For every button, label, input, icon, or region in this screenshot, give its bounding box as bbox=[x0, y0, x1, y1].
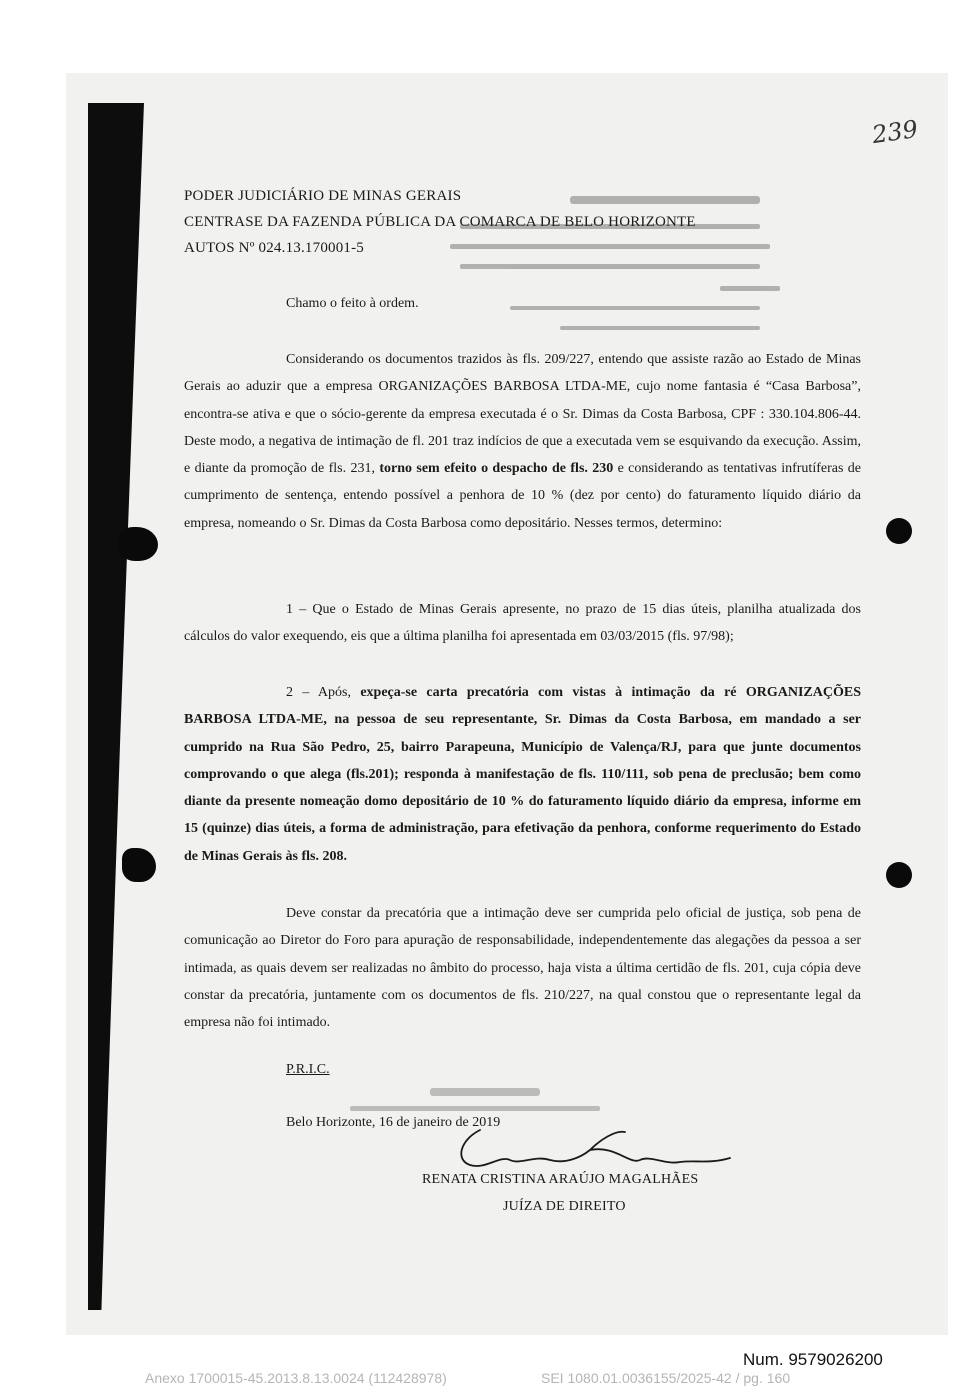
punch-hole-left-1 bbox=[118, 527, 158, 561]
paragraph-item-2-bold: expeça-se carta precatória com vistas à intimação da ré ORGANIZAÇÕES BARBOSA LTDA-ME, na pessoa de seu representante, Sr. Dimas da Costa Barbosa, em mandado a ser cumprido na Rua São Pedro, 25, bairro Parapeuna, Município de Valença/RJ, para que junte documentos comprovando o que alega (fls.201); responda à manifestação de fls. 110/111, sob pena de preclusão; bem como diante da presente nomeação domo depositário de 10 % do faturamento líquido diário da empresa, informe em 15 (quinze) dias úteis, a forma de administração, para efetivação da penhora, conforme requerimento do Estado de Minas Gerais às fls. 208. bbox=[184, 685, 861, 864]
place-and-date: Belo Horizonte, 16 de janeiro de 2019 bbox=[286, 1115, 501, 1130]
punch-hole-right-2 bbox=[886, 862, 912, 888]
pric-note: P.R.I.C. bbox=[286, 1062, 330, 1077]
handwritten-page-number: 239 bbox=[870, 114, 920, 150]
paragraph-considering bbox=[184, 346, 861, 537]
punch-hole-left-2 bbox=[122, 848, 156, 882]
paragraph-considering-bold: torno sem efeito o despacho de fls. 230 bbox=[379, 461, 614, 477]
header-court: PODER JUDICIÁRIO DE MINAS GERAIS bbox=[184, 188, 462, 204]
document-number: Num. 9579026200 bbox=[743, 1350, 883, 1369]
paragraph-item-2-lead: 2 – Após, bbox=[286, 685, 361, 700]
signer-title: JUÍZA DE DIREITO bbox=[503, 1199, 626, 1214]
paragraph-considering-part2: e considerando as tentativas infrutíferas de cumprimento de sentença, entendo possível a penhora de 10 % (dez por cento) do faturamento líquido diário da empresa, nomeando o Sr. Dimas da Costa Barbosa como depositário. Nesses termos, determino: bbox=[184, 461, 861, 531]
paragraph-precatoria: Deve constar da precatória que a intimação deve ser cumprida pelo oficial de justiça, sob pena de comunicação ao Diretor do Foro para apuração de responsabilidade, independentemente das alegações da pessoa a ser intimada, as quais devem ser realizadas no âmbito do processo, haja vista a última certidão de fls. 201, cuja cópia deve constar da precatória, juntamente com os documentos de fls. 210/227, na qual constou que o representante legal da empresa não foi intimado. bbox=[184, 906, 861, 1031]
header-case-number: AUTOS Nº 024.13.170001-5 bbox=[184, 240, 365, 256]
footer-sei: SEI 1080.01.0036155/2025-42 / pg. 160 bbox=[541, 1370, 791, 1386]
punch-hole-right-1 bbox=[886, 518, 912, 544]
handwritten-signature bbox=[440, 1120, 740, 1180]
paragraph-item-2 bbox=[184, 679, 861, 870]
paragraph-item-1: 1 – Que o Estado de Minas Gerais apresente, no prazo de 15 dias úteis, planilha atualizada dos cálculos do valor exequendo, eis que a última planilha foi apresentada em 03/03/2015 (fls. 97/98); bbox=[184, 602, 861, 645]
paragraph-considering-part1: Considerando os documentos trazidos às fls. 209/227, entendo que assiste razão ao Estado de Minas Gerais ao aduzir que a empresa ORGANIZAÇÕES BARBOSA LTDA-ME, cujo nome fantasia é “Casa Barbosa”, encontra-se ativa e que o sócio-gerente da empresa executada é o Sr. Dimas da Costa Barbosa, CPF : 330.104.806-44. Deste modo, a negativa de intimação de fl. 201 traz indícios de que a executada vem se esquivando da execução. Assim, e diante da promoção de fls. 231, bbox=[184, 352, 861, 477]
footer-annex: Anexo 1700015-45.2013.8.13.0024 (112428978) bbox=[145, 1370, 447, 1386]
header-department: CENTRASE DA FAZENDA PÚBLICA DA COMARCA DE BELO HORIZONTE bbox=[184, 214, 696, 230]
signer-name: RENATA CRISTINA ARAÚJO MAGALHÃES bbox=[422, 1172, 699, 1187]
paragraph-intro: Chamo o feito à ordem. bbox=[286, 296, 419, 311]
